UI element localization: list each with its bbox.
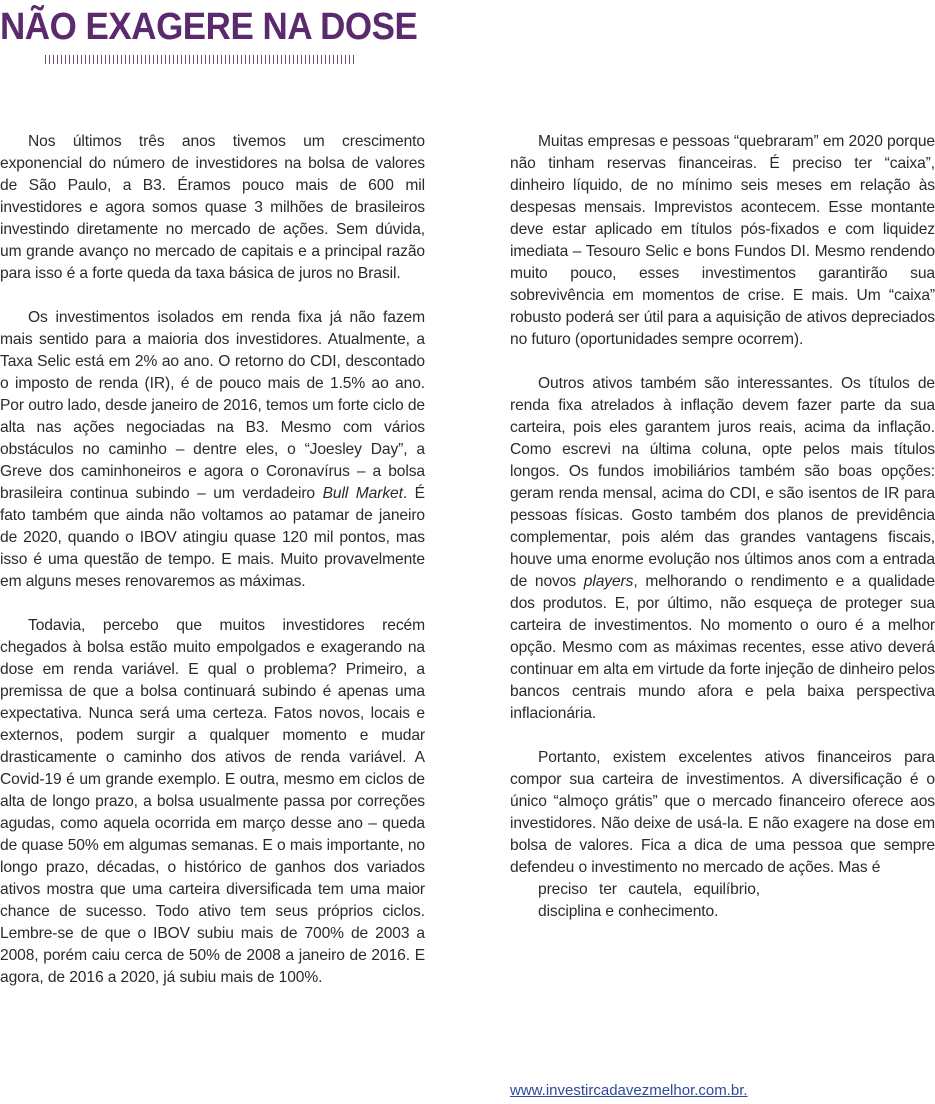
left-column — [0, 131, 425, 989]
paragraph-4: Muitas empresas e pessoas “quebraram” em 2020 porque não tinham reservas financeiras. É preciso ter “caixa”, dinheiro líquido, de no mínimo seis meses em relação às despesas mensais. Imprevistos acontecem. Esse montante deve estar aplicado em títulos pós-fixados e com liquidez imediata – Tesouro Selic e bons Fundos DI. Mesmo rendendo muito pouco, esses investimentos garantirão sua sobrevivência em momentos de crise. E mais. Um “caixa” robusto poderá ser útil para a aquisição de ativos depreciados no futuro (oportunidades sempre ocorrem). — [510, 133, 935, 348]
article-title: NÃO EXAGERE NA DOSE — [0, 6, 418, 48]
right-column — [510, 131, 935, 923]
italic-term: Bull Market — [322, 485, 403, 502]
website-link[interactable]: www.investircadavezmelhor.com.br. — [510, 1082, 748, 1099]
paragraph-2: Os investimentos isolados em renda fixa já não fazem mais sentido para a maioria dos investidores. Atualmente, a Taxa Selic está em 2% ao ano. O retorno do CDI, descontado o imposto de renda (IR), é de pouco mais de 1.5% ao ano. Por outro lado, desde janeiro de 2016, temos um forte ciclo de alta nas ações negociadas na B3. Mesmo com vários obstáculos no caminho – dentre eles, o “Joesley Day”, a Greve dos caminhoneiros e agora o Coronavírus – a bolsa brasileira continua subindo – um verdadeiro Bull Market. É fato também que ainda não voltamos ao patamar de janeiro de 2020, quando o IBOV atingiu quase 120 mil pontos, mas isso é uma questão de tempo. E mais. Muito provavelmente em alguns meses renovaremos as máximas. — [0, 309, 425, 590]
paragraph-1: Nos últimos três anos tivemos um crescimento exponencial do número de investidores na bolsa de valores de São Paulo, a B3. Éramos pouco mais de 600 mil investidores e agora somos quase 3 milhões de brasileiros investindo diretamente no mercado de ações. Sem dúvida, um grande avanço no mercado de capitais e a principal razão para isso é a forte queda da taxa básica de juros no Brasil. — [0, 133, 425, 282]
title-underline-decoration — [45, 55, 356, 64]
paragraph-5: Outros ativos também são interessantes. Os títulos de renda fixa atrelados à inflação devem fazer parte da sua carteira, pois eles garantem juros reais, acima da inflação. Como escrevi na última coluna, opte pelos mais títulos longos. Os fundos imobiliários também são boas opções: geram renda mensal, acima do CDI, e são isentos de IR para pessoas físicas. Gosto também dos planos de previdência complementar, pois além das grandes vantagens fiscais, houve uma enorme evolução nos últimos anos com a entrada de novos players, melhorando o rendimento e a qualidade dos produtos. E, por último, não esqueça de proteger sua carteira de investimentos. No momento o ouro é a melhor opção. Mesmo com as máximas recentes, esse ativo deverá continuar em alta em virtude da forte injeção de dinheiro pelos bancos centrais mundo afora e pela baixa perspectiva inflacionária. — [510, 375, 935, 722]
paragraph-6 — [510, 747, 935, 923]
italic-term: players — [583, 573, 634, 590]
paragraph-6-text: Portanto, existem excelentes ativos financeiros para compor sua carteira de investimentos. A diversificação é o único “almoço grátis” que o mercado financeiro oferece aos investidores. Não deixe de usá-la. E não exagere na dose em bolsa de valores. Fica a dica de uma pessoa que sempre defendeu o investimento no mercado de ações. Mas é — [510, 749, 935, 876]
closing-line-2: disciplina e conhecimento. — [538, 903, 719, 920]
paragraph-3: Todavia, percebo que muitos investidores recém chegados à bolsa estão muito empolgados e exagerando na dose em renda variável. E qual o problema? Primeiro, a premissa de que a bolsa continuará subindo é apenas uma expectativa. Nunca será uma certeza. Fatos novos, locais e externos, podem surgir a qualquer momento e mudar drasticamente o caminho dos ativos de renda variável. A Covid-19 é um grande exemplo. E outra, mesmo em ciclos de alta de longo prazo, a bolsa usualmente passa por correções agudas, como aquela ocorrida em março desse ano – queda de quase 50% em algumas semanas. E o mais importante, no longo prazo, décadas, o histórico de ganhos dos variados ativos mostra que uma carteira diversificada tem uma maior chance de sucesso. Todo ativo tem seus próprios ciclos. Lembre-se de que o IBOV subiu mais de 700% de 2003 a 2008, porém caiu cerca de 50% de 2008 a janeiro de 2016. E agora, de 2016 a 2020, já subiu mais de 100%. — [0, 617, 425, 986]
closing-line-1: preciso ter cautela, equilíbrio, — [538, 881, 760, 898]
